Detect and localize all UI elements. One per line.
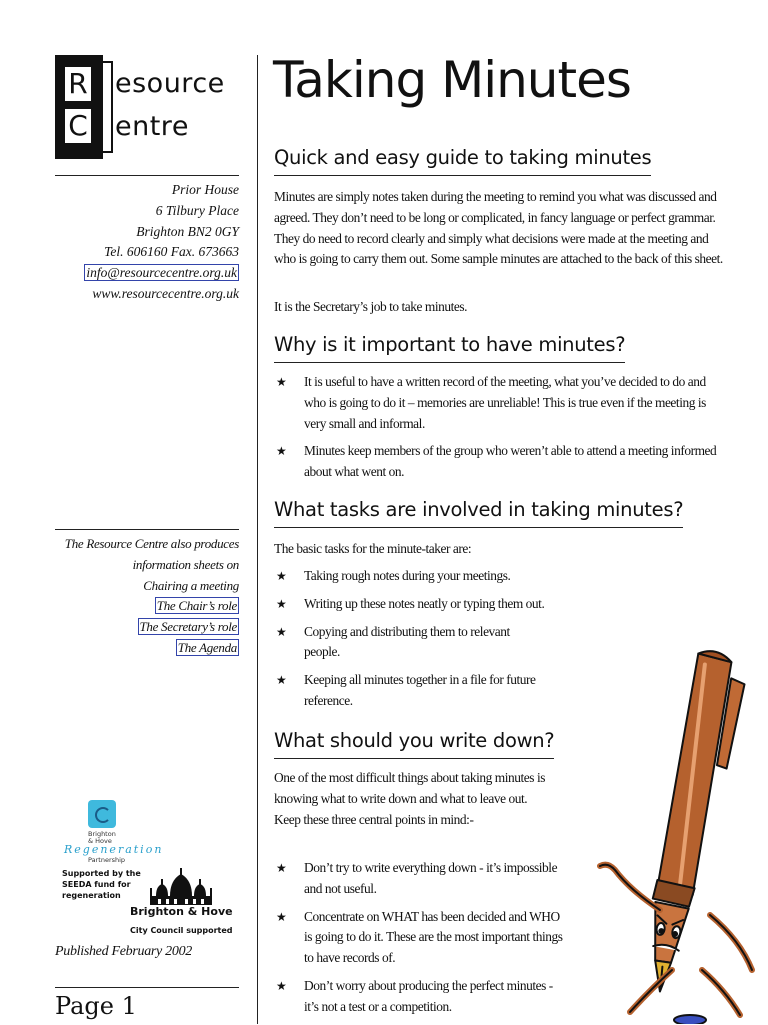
sidebar-link-secretarys-role[interactable]: The Secretary’s role	[139, 619, 237, 635]
page-title: Taking Minutes	[273, 51, 631, 109]
regeneration-wordmark: Regeneration	[64, 843, 164, 856]
address-line: Prior House	[171, 182, 239, 197]
list-item: ★ It is useful to have a written record of the meeting, what you’ve decided to do and who is going to do it – memories are unreliable! This is true even if the meeting is very small and informal.	[276, 374, 706, 431]
secretary-paragraph: It is the Secretary’s job to take minutes.	[274, 299, 468, 314]
council-title: Brighton & Hove	[130, 905, 233, 918]
website-link[interactable]: www.resourcecentre.org.uk	[92, 285, 239, 301]
page-number: Page 1	[55, 992, 137, 1020]
star-bullet-icon: ★	[276, 375, 287, 389]
star-bullet-icon: ★	[276, 444, 287, 459]
write-bullet-list	[274, 858, 564, 1025]
seeda-support-text: Supported by the SEEDA fund for regeneration	[62, 869, 141, 900]
heading-what-to-write: What should you write down?	[274, 728, 554, 759]
column-divider	[257, 55, 258, 1024]
list-item: ★ Taking rough notes during your meetings.	[274, 566, 584, 587]
swirl-logo-icon	[88, 800, 116, 828]
star-bullet-icon: ★	[276, 909, 287, 924]
sidebar-intro: information sheets on	[132, 556, 239, 572]
sidebar-link-chairs-role[interactable]: The Chair’s role	[156, 598, 237, 614]
heading-quick-guide: Quick and easy guide to taking minutes	[274, 145, 651, 176]
council-subtitle: City Council supported	[130, 926, 233, 935]
star-bullet-icon: ★	[276, 861, 287, 875]
footer-divider	[55, 987, 239, 988]
logo-word-entre: entre	[115, 111, 189, 142]
star-bullet-icon: ★	[276, 978, 287, 993]
email-link[interactable]: info@resourcecentre.org.uk	[86, 265, 237, 281]
list-item: ★ Keeping all minutes together in a file for future reference.	[276, 672, 536, 708]
address-line: 6 Tilbury Place	[155, 202, 239, 218]
published-date: Published February 2002	[55, 944, 192, 959]
list-item: ★ Writing up these notes neatly or typing them out.	[274, 594, 584, 615]
star-bullet-icon: ★	[276, 569, 287, 583]
intro-paragraph: Minutes are simply notes taken during the meeting to remind you what was discussed and agreed. They don’t need to be long or complicated, in fancy language or perfect grammar. They do need to record clearly and simply what decisions were made at the meeting and who is going to carry them out. Some sample minutes are attached to the back of this sheet.	[274, 189, 723, 267]
other-info-sheets	[55, 534, 239, 659]
address-divider	[55, 175, 239, 176]
heading-tasks: What tasks are involved in taking minutes?	[274, 497, 683, 528]
list-item: ★ Copying and distributing them to relevant people.	[276, 623, 510, 660]
star-bullet-icon: ★	[276, 624, 287, 639]
write-intro: One of the most difficult things about taking minutes is knowing what to write down and what to leave out. Keep these three central points in mind:-	[274, 770, 545, 827]
list-item: ★ Concentrate on WHAT has been decided and WHO is going to do it. These are the most important things to have records of.	[276, 908, 563, 966]
phone-fax: Tel. 606160 Fax. 673663	[104, 244, 239, 260]
star-bullet-icon: ★	[276, 596, 287, 611]
logo-letter-c: C	[63, 107, 93, 145]
sidebar-link-chairing[interactable]: Chairing a meeting	[143, 577, 239, 593]
pen-character-illustration	[560, 640, 768, 1024]
regeneration-partnership-logo: Brighton & Hove Regeneration Partnership	[60, 800, 175, 862]
resource-centre-logo	[55, 55, 245, 165]
tasks-intro: The basic tasks for the minute-taker are:	[274, 541, 472, 556]
door-logo-icon	[55, 55, 103, 159]
sidebar-divider	[55, 529, 239, 530]
sidebar-intro: The Resource Centre also produces	[64, 536, 239, 551]
why-bullet-list	[274, 372, 720, 490]
contact-address	[55, 180, 239, 305]
star-bullet-icon: ★	[276, 673, 287, 688]
list-item: ★ Don’t try to write everything down - it’s impossible and not useful.	[276, 860, 558, 896]
address-line: Brighton BN2 0GY	[136, 223, 239, 239]
sidebar-link-agenda[interactable]: The Agenda	[177, 639, 237, 655]
heading-why-important: Why is it important to have minutes?	[274, 332, 625, 363]
logo-letter-r: R	[63, 65, 93, 103]
logo-word-esource: esource	[115, 68, 225, 99]
list-item: ★ Don’t worry about producing the perfect minutes - it’s not a test or a competition.	[276, 977, 553, 1014]
royal-pavilion-icon	[146, 866, 216, 906]
list-item: ★ Minutes keep members of the group who weren’t able to attend a meeting informed about what went on.	[276, 443, 717, 480]
tasks-bullet-list	[274, 566, 584, 719]
